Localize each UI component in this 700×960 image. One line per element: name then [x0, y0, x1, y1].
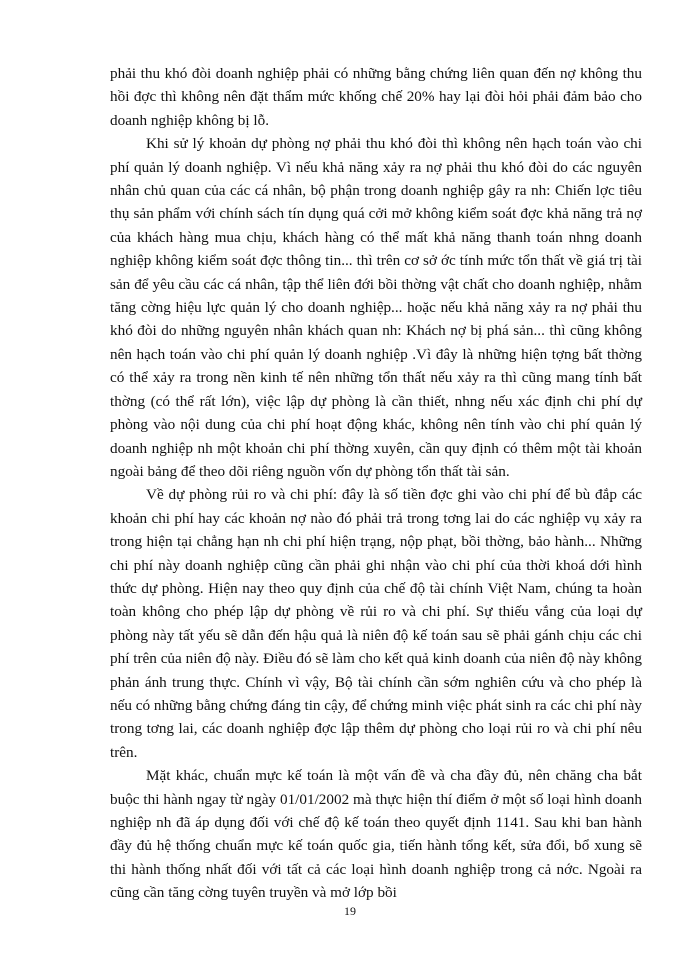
- body-text: [110, 62, 642, 905]
- paragraph-3: Về dự phòng rủi ro và chi phí: đây là số tiền đợc ghi vào chi phí để bù đắp các khoản chi phí hay các khoản nợ nào đó phải trả trong tơng lai do các nghiệp vụ xảy ra trong hiện tại chẳng hạn nh chi phí hiện trạng, nộp phạt, bồi thờng, bảo hành... Những chi phí này doanh nghiệp cũng cần phải ghi nhận vào chi phí của thời khoá dới hình thức dự phòng. Hiện nay theo quy định của chế độ tài chính Việt Nam, chúng ta hoàn toàn không cho phép lập dự phòng về rủi ro và chi phí. Sự thiếu vắng của loại dự phòng này tất yếu sẽ dẫn đến hậu quả là niên độ kế toán sau sẽ phải gánh chịu các chi phí trên của niên độ này. Điều đó sẽ làm cho kết quả kinh doanh của niên độ này không phản ánh trung thực. Chính vì vậy, Bộ tài chính cần sớm nghiên cứu và cho phép là nếu có những bằng chứng đáng tin cậy, để chứng minh việc phát sinh ra các chi phí này trong tơng lai, các doanh nghiệp đợc lập thêm dự phòng cho loại rủi ro và chi phí nêu trên.: [110, 486, 642, 761]
- paragraph-1: phải thu khó đòi doanh nghiệp phải có những bằng chứng liên quan đến nợ không thu hồi đợc thì không nên đặt thẩm mức khống chế 20% hay lại đòi hỏi phải đảm bảo cho doanh nghiệp không bị lỗ.: [110, 65, 642, 129]
- page-number: 19: [344, 904, 356, 918]
- paragraph-2: Khi sử lý khoản dự phòng nợ phải thu khó đòi thì không nên hạch toán vào chi phí quản lý doanh nghiệp. Vì nếu khả năng xảy ra nợ phải thu khó đòi do các nguyên nhân chủ quan của các cá nhân, bộ phận trong doanh nghiệp gây ra nh: Chiến lợc tiêu thụ sản phẩm với chính sách tín dụng quá cởi mở không kiểm soát đợc khả năng trả nợ của khách hàng mua chịu, khách hàng có thể mất khả năng thanh toán nhng doanh nghiệp không kiểm soát đợc thông tin... thì trên cơ sở ớc tính mức tổn thất về giá trị tài sản để yêu cầu các cá nhân, tập thể liên đới bồi thờng vật chất cho doanh nghiệp, nhằm tăng cờng hiệu lực quản lý cho doanh nghiệp... hoặc nếu khả năng xảy ra nợ phải thu khó đòi do những nguyên nhân khách quan nh: Khách nợ bị phá sản... thì cũng không nên hạch toán vào chi phí quản lý doanh nghiệp .Vì đây là những hiện tợng bất thờng có thể xảy ra trong nền kinh tế nên những tổn thất nếu xảy ra thì cũng mang tính bất thờng (có thể rất lớn), việc lập dự phòng là cần thiết, nhng nếu xác định chi phí dự phòng vào nội dung của chi phí hoạt động khác, không nên tính vào chi phí quản lý doanh nghiệp nh một khoản chi phí thờng xuyên, cần quy định có thêm một tài khoản ngoài bảng để theo dõi riêng nguồn vốn dự phòng tổn thất tài sản.: [110, 135, 642, 480]
- paragraph-4: Mặt khác, chuẩn mực kế toán là một vấn đề và cha đầy đủ, nên chăng cha bắt buộc thi hành ngay từ ngày 01/01/2002 mà thực hiện thí điểm ở một số loại hình doanh nghiệp nh đã áp dụng đối với chế độ kế toán theo quyết định 1141. Sau khi ban hành đầy đủ hệ thống chuẩn mực kế toán quốc gia, tiến hành tổng kết, sửa đổi, bổ xung sẽ thi hành thống nhất đối với tất cả các loại hình doanh nghiệp trong cả nớc. Ngoài ra cũng cần tăng cờng tuyên truyền và mở lớp bồi: [110, 767, 642, 902]
